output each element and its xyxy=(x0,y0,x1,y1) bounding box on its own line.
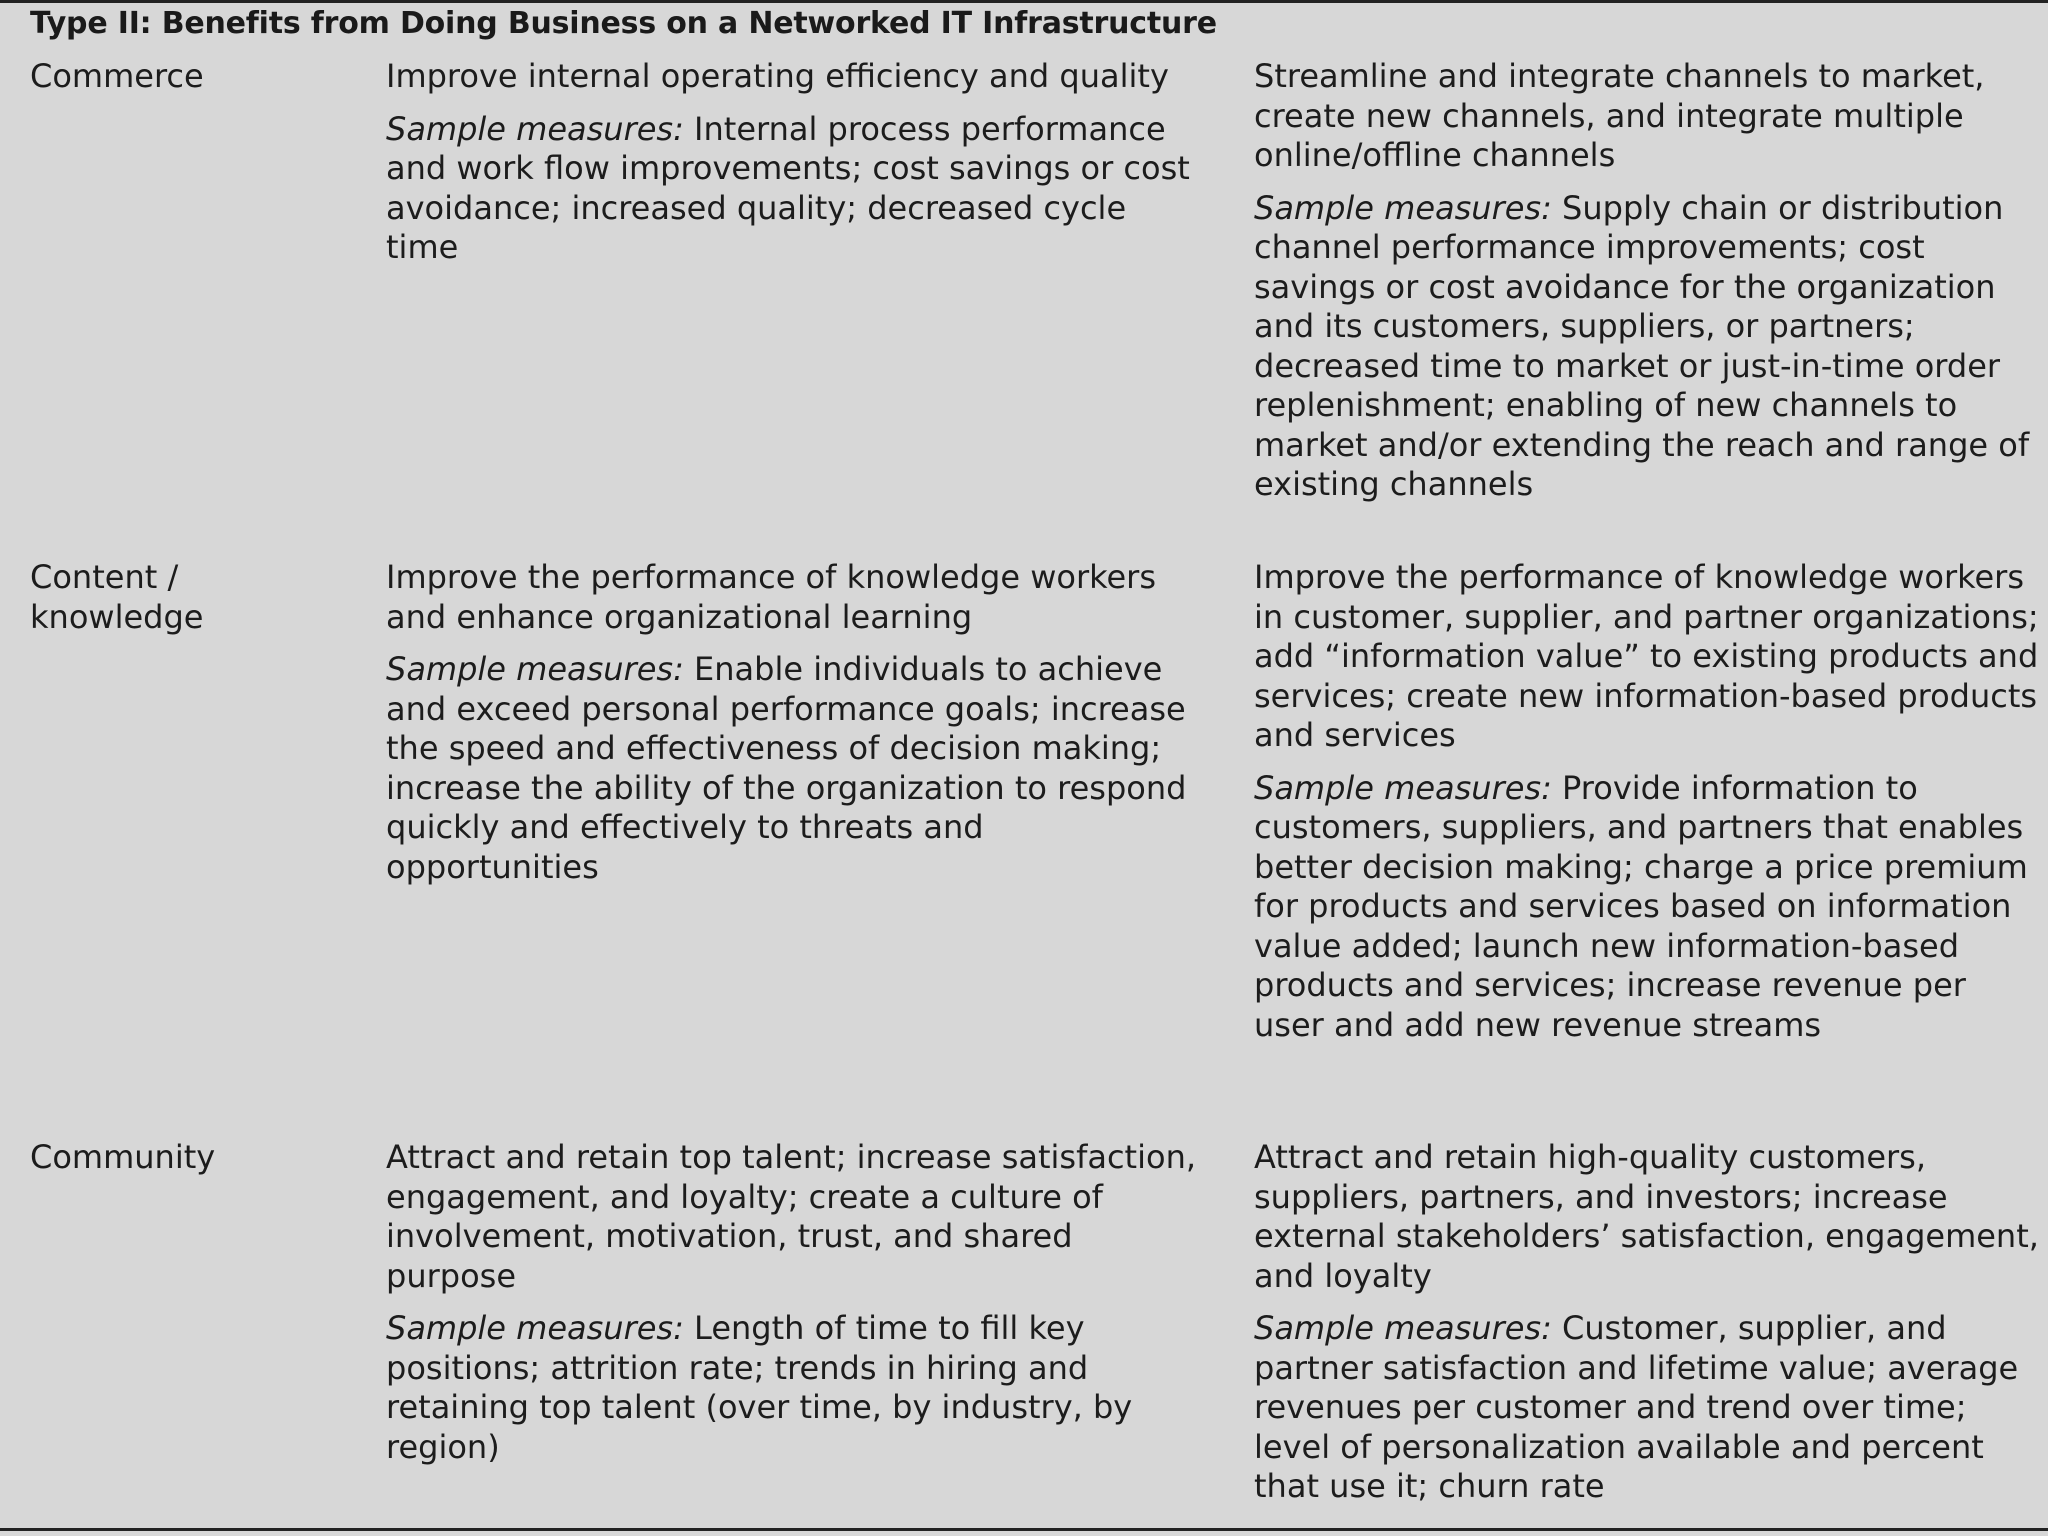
external-measures-text: Provide information to customers, suppliers, and partners that enables better decision making; charge a price premium for products and services based on information value added; launch new information-based products and services; increase revenue per user and add new revenue streams xyxy=(1254,768,2028,1044)
internal-sample-measures xyxy=(386,110,1196,268)
bottom-rule xyxy=(0,1528,2048,1531)
row-category: Content / knowledge xyxy=(30,558,204,636)
external-benefits-cell xyxy=(1254,558,2044,1045)
internal-measures-text: Internal process performance and work flow improvements; cost savings or cost avoidance; increased quality; decreased cycle time xyxy=(386,109,1190,266)
sample-measures-label: Sample measures: xyxy=(386,109,684,148)
external-objective: Attract and retain high-quality customers, suppliers, partners, and investors; increase external stakeholders’ satisfaction, engagement, and loyalty xyxy=(1254,1138,2039,1295)
top-rule xyxy=(0,0,2048,3)
row-category: Community xyxy=(30,1138,216,1176)
row-category: Commerce xyxy=(30,57,204,95)
external-objective: Streamline and integrate channels to market, create new channels, and integrate multiple online/offline channels xyxy=(1254,57,1985,174)
internal-benefits-cell xyxy=(386,57,1196,268)
internal-measures-text: Enable individuals to achieve and exceed personal performance goals; increase the speed and effectiveness of decision making; increase the ability of the organization to respond quickly and effectively to threats and opportunities xyxy=(386,650,1187,886)
sample-measures-label: Sample measures: xyxy=(1254,1309,1552,1347)
sample-measures-label: Sample measures: xyxy=(1254,188,1552,227)
external-sample-measures xyxy=(1254,189,2044,505)
internal-objective: Improve internal operating efficiency and quality xyxy=(386,57,1169,95)
internal-sample-measures xyxy=(386,650,1196,887)
sample-measures-label: Sample measures: xyxy=(386,1309,684,1347)
external-measures-text: Customer, supplier, and partner satisfaction and lifetime value; average revenues per customer and trend over time; level of personalization available and percent that use it; churn rate xyxy=(1254,1309,2019,1505)
external-benefits-cell xyxy=(1254,57,2044,505)
external-benefits-cell xyxy=(1254,1138,2044,1507)
internal-measures-text: Length of time to fill key positions; attrition rate; trends in hiring and retaining top talent (over time, by industry, by region) xyxy=(386,1309,1133,1466)
internal-benefits-cell xyxy=(386,1138,1196,1467)
external-measures-text: Supply chain or distribution channel performance improvements; cost savings or cost avoidance for the organization and its customers, suppliers, or partners; decreased time to market or just-in-time order replenishment; enabling of new channels to market and/or extending the reach and range of existing channels xyxy=(1254,188,2030,503)
table-title: Type II: Benefits from Doing Business on a Networked IT Infrastructure xyxy=(30,6,1217,41)
external-sample-measures xyxy=(1254,1309,2044,1507)
internal-benefits-cell xyxy=(386,558,1196,887)
sample-measures-label: Sample measures: xyxy=(386,650,684,688)
internal-objective: Improve the performance of knowledge workers and enhance organizational learning xyxy=(386,558,1156,636)
external-sample-measures xyxy=(1254,769,2044,1046)
external-objective: Improve the performance of knowledge workers in customer, supplier, and partner organizations; add “information value” to existing products and services; create new information-based products and services xyxy=(1254,558,2039,754)
internal-sample-measures xyxy=(386,1309,1196,1467)
internal-objective: Attract and retain top talent; increase satisfaction, engagement, and loyalty; create a culture of involvement, motivation, trust, and shared purpose xyxy=(386,1138,1197,1295)
sample-measures-label: Sample measures: xyxy=(1254,768,1552,807)
